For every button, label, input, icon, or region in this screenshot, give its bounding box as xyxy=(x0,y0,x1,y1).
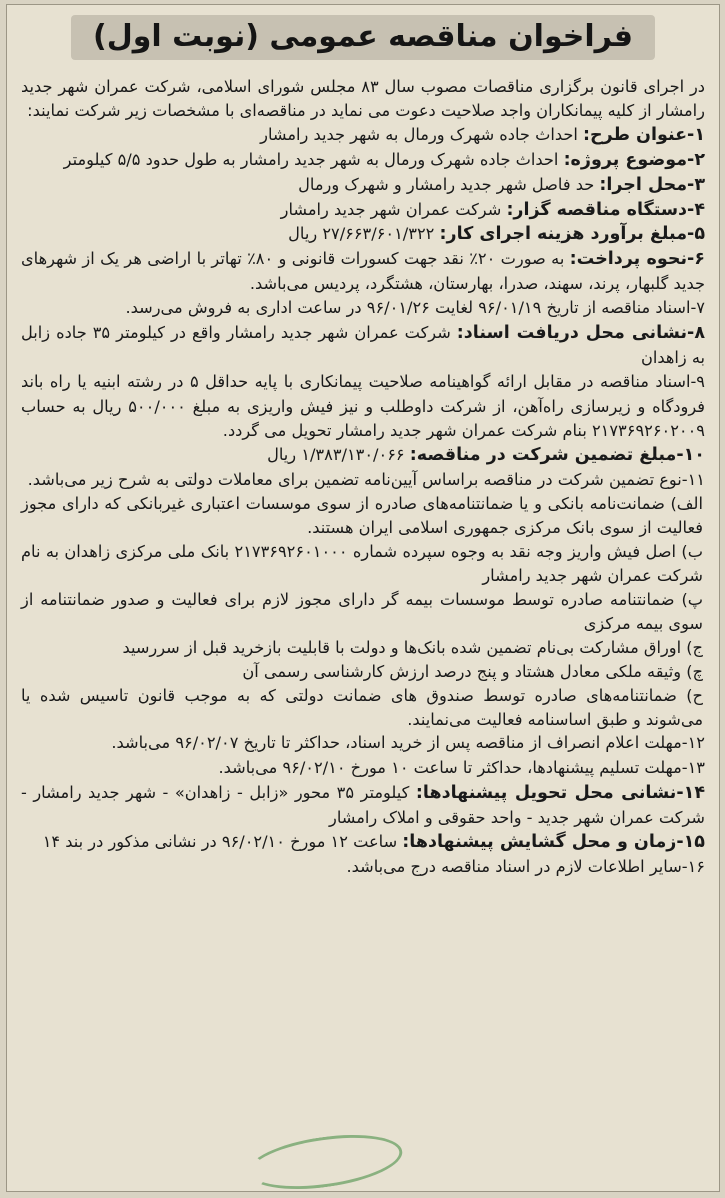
item-15-text: ساعت ۱۲ مورخ ۹۶/۰۲/۱۰ در نشانی مذکور در بند ۱۴ xyxy=(42,832,403,852)
item-15-heading: ۱۵-زمان و محل گشایش پیشنهادها: xyxy=(402,832,705,853)
intro-paragraph: در اجرای قانون برگزاری مناقصات مصوب سال ۸۳ مجلس شورای اسلامی، شرکت عمران شهر جدید رامشار از کلیه پیمانکاران واجد صلاحیت دعوت می نماید در مناقصه‌ای با مشخصات زیر شرکت نمایند: xyxy=(21,77,706,120)
item-2 xyxy=(21,148,705,173)
item-12 xyxy=(21,731,705,756)
item-4 xyxy=(21,198,705,223)
item-11 xyxy=(21,468,705,493)
item-7-text: ۷-اسناد مناقصه از تاریخ ۹۶/۰۱/۱۹ لغایت ۹۶/۰۱/۲۶ در ساعت اداری به فروش می‌رسد. xyxy=(125,298,705,318)
item-5 xyxy=(21,222,705,247)
item-6-heading: ۶-نحوه پرداخت: xyxy=(569,249,705,270)
item-14 xyxy=(21,781,705,830)
item-8-text: شرکت عمران شهر جدید رامشار واقع در کیلومتر ۳۵ جاده زابل به زاهدان xyxy=(21,323,705,367)
guarantee-option-be: ب) اصل فیش واریز وجه نقد به وجوه سپرده شماره ۲۱۷۳۶۹۲۶۰۱۰۰۰ بانک ملی مرکزی زاهدان به نام شرکت عمران شهر جدید رامشار xyxy=(21,542,703,586)
tender-notice xyxy=(6,4,720,1192)
item-3 xyxy=(21,173,705,198)
item-1 xyxy=(21,123,705,148)
item-5-text: ۲۷/۶۶۳/۶۰۱/۳۲۲ ریال xyxy=(288,224,440,244)
item-3-heading: ۳-محل اجرا: xyxy=(599,174,705,195)
item-16-text: ۱۶-سایر اطلاعات لازم در اسناد مناقصه درج می‌باشد. xyxy=(346,857,705,876)
item-9 xyxy=(21,370,705,443)
item-2-heading: ۲-موضوع پروژه: xyxy=(563,149,705,170)
title-bar xyxy=(7,15,719,60)
guarantee-option-che: چ) وثیقه ملکی معادل هشتاد و پنج درصد ارزش کارشناسی رسمی آن xyxy=(242,661,703,681)
item-10-heading: ۱۰-مبلغ تضمین شرکت در مناقصه: xyxy=(409,444,705,465)
item-13-text: ۱۳-مهلت تسلیم پیشنهادها، حداکثر تا ساعت ۱۰ مورخ ۹۶/۰۲/۱۰ می‌باشد. xyxy=(218,758,705,778)
item-10 xyxy=(21,443,705,468)
signature-stamp xyxy=(244,1126,405,1197)
item-4-text: شرکت عمران شهر جدید رامشار xyxy=(280,199,507,219)
guarantee-option-jim: ج) اوراق مشارکت بی‌نام تضمین شده بانک‌ها و دولت با قابلیت بازخرید قبل از سررسید xyxy=(122,637,703,657)
item-9-text: ۹-اسناد مناقصه در مقابل ارائه گواهینامه صلاحیت پیمانکاری با پایه حداقل ۵ در رشته ابنیه یا راه باند فرودگاه و زیرسازی راه‌آهن، از شرکت داوطلب و نیز فیش واریزی به مبلغ ۵۰۰/۰۰۰ ریال به حساب ۲۱۷۳۶۹۲۶۰۲۰۰۹ بنام شرکت عمران شهر جدید رامشار تحویل می گردد. xyxy=(21,371,705,440)
item-10-text: ۱/۳۸۳/۱۳۰/۰۶۶ ریال xyxy=(267,444,410,464)
notice-body xyxy=(21,75,705,880)
item-5-heading: ۵-مبلغ برآورد هزینه اجرای کار: xyxy=(439,224,705,245)
item-11-text: ۱۱-نوع تضمین شرکت در مناقصه براساس آیین‌نامه تضمین برای معاملات دولتی به شرح زیر می‌باشد. xyxy=(27,469,705,489)
item-14-text: کیلومتر ۳۵ محور «زابل - زاهدان» - شهر جدید رامشار - شرکت عمران شهر جدید - واحد حقوقی و املاک رامشار xyxy=(21,783,705,828)
item-12-text: ۱۲-مهلت اعلام انصراف از مناقصه پس از خرید اسناد، حداکثر تا تاریخ ۹۶/۰۲/۰۷ می‌باشد. xyxy=(111,733,705,753)
item-16 xyxy=(21,855,705,880)
item-7 xyxy=(21,296,705,321)
item-1-heading: ۱-عنوان طرح: xyxy=(582,124,705,145)
item-6-text: به صورت ۲۰٪ نقد جهت کسورات قانونی و ۸۰٪ تهاتر با اراضی هر یک از شهرهای جدید گلبهار، پرند، سهند، صدرا، بهارستان، هشتگرد، پردیس می‌باشد. xyxy=(21,249,705,294)
item-4-heading: ۴-دستگاه مناقصه گزار: xyxy=(506,199,705,220)
guarantee-option-alef: الف) ضمانت‌نامه بانکی و یا ضمانتنامه‌های صادره از سوی موسسات اعتباری غیربانکی که دارای مجوز فعالیت از سوی بانک مرکزی جمهوری اسلامی ایران هستند. xyxy=(21,494,703,538)
item-8-heading: ۸-نشانی محل دریافت اسناد: xyxy=(456,323,705,344)
item-1-text: احداث جاده شهرک ورمال به شهر جدید رامشار xyxy=(260,124,583,144)
item-8 xyxy=(21,321,705,370)
item-13 xyxy=(21,756,705,781)
notice-title: فراخوان مناقصه عمومی (نوبت اول) xyxy=(71,15,655,60)
guarantee-option-he: ح) ضمانتنامه‌های صادره توسط صندوق های ضمانت دولتی که به موجب قانون تاسیس شده یا می‌شوند و طبق اساسنامه فعالیت می‌نمایند. xyxy=(21,685,703,729)
item-14-heading: ۱۴-نشانی محل تحویل پیشنهادها: xyxy=(415,783,706,804)
item-15 xyxy=(21,830,705,855)
guarantee-option-pe: پ) ضمانتنامه صادره توسط موسسات بیمه گر دارای مجوز لازم برای فعالیت و صدور ضمانتنامه از سوی بیمه مرکزی xyxy=(21,590,703,633)
item-6 xyxy=(21,247,705,296)
item-2-text: احداث جاده شهرک ورمال به شهر جدید رامشار به طول حدود ۵/۵ کیلومتر xyxy=(63,149,564,169)
item-3-text: حد فاصل شهر جدید رامشار و شهرک ورمال xyxy=(298,174,600,194)
